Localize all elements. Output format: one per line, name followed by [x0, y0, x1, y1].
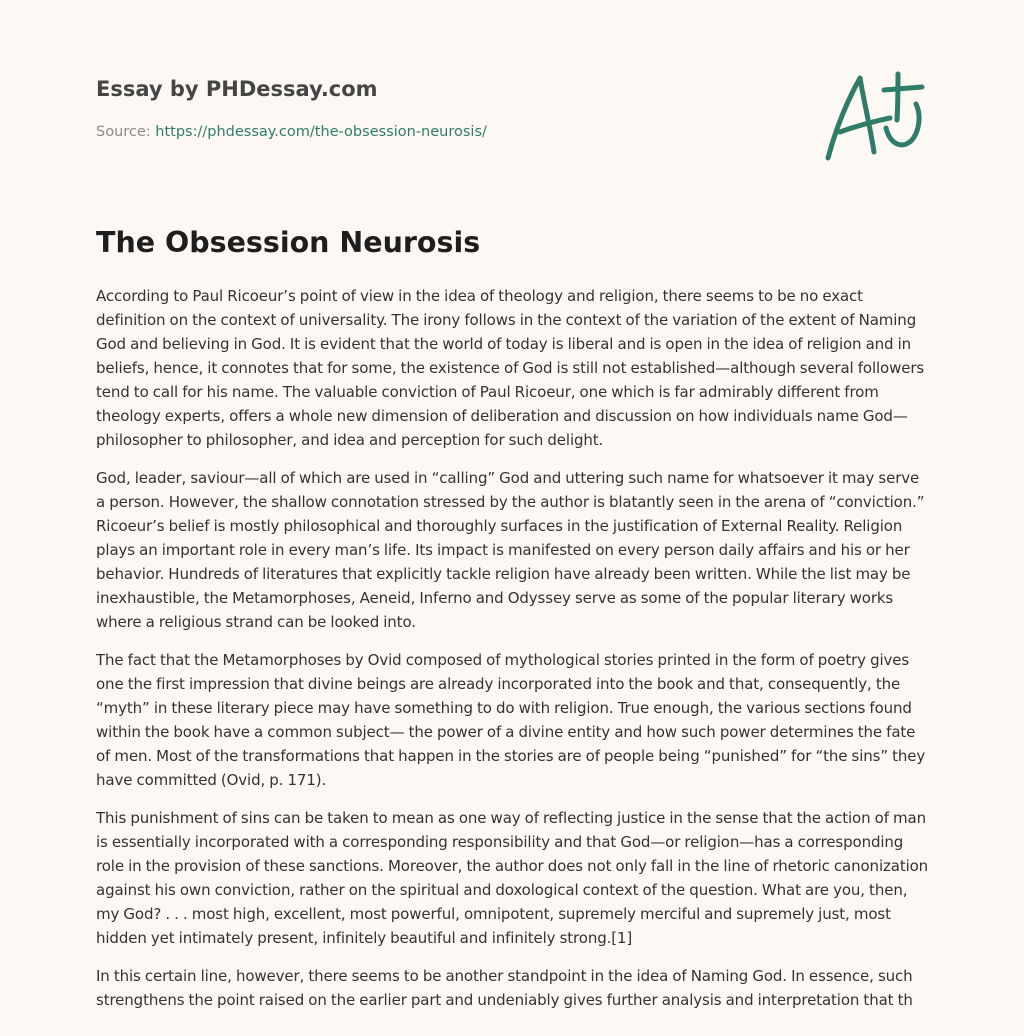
essay-body [96, 284, 930, 1026]
site-title: Essay by PHDessay.com [96, 77, 378, 101]
essay-title: The Obsession Neurosis [96, 226, 481, 259]
source-label: Source: [96, 124, 156, 140]
a-plus-logo-icon [820, 68, 926, 164]
paragraph: According to Paul Ricoeur’s point of view in the idea of theology and religion, there seems to be no exact definition on the context of universality. The irony follows in the context of the variation of the extent of Naming God and believing in God. It is evident that the world of today is liberal and is open in the idea of religion and in beliefs, hence, it connotes that for some, the existence of God is still not established—although several followers tend to call for his name. The valuable conviction of Paul Ricoeur, one which is far admirably different from theology experts, offers a whole new dimension of deliberation and discussion on how individuals name God—philosopher to philosopher, and idea and perception for such delight. [96, 287, 925, 449]
source-line [96, 124, 487, 140]
paragraph: The fact that the Metamorphoses by Ovid composed of mythological stories printed in the form of poetry gives one the first impression that divine beings are already incorporated into the book and that, consequently, the “myth” in these literary piece may have something to do with religion. True enough, the various sections found within the book have a common subject— the power of a divine entity and how such power determines the fate of men. Most of the transformations that happen in the stories are of people being “punished” for “the sins” they have committed (Ovid, p. 171). [96, 651, 926, 789]
paragraph: This punishment of sins can be taken to mean as one way of reflecting justice in the sense that the action of man is essentially incorporated with a corresponding responsibility and that God—or religion—has a corresponding role in the provision of these sanctions. Moreover, the author does not only fall in the line of rhetoric canonization against his own conviction, rather on the spiritual and doxological context of the question. What are you, then, my God? . . . most high, excellent, most powerful, omnipotent, supremely merciful and supremely just, most hidden yet intimately present, infinitely beautiful and infinitely strong.[1] [96, 809, 929, 947]
paragraph: God, leader, saviour—all of which are used in “calling” God and uttering such name for whatsoever it may serve a person. However, the shallow connotation stressed by the author is blatantly seen in the arena of “conviction.” Ricoeur’s belief is mostly philosophical and thoroughly surfaces in the justification of External Reality. Religion plays an important role in every man’s life. Its impact is manifested on every person daily affairs and his or her behavior. Hundreds of literatures that explicitly tackle religion have already been written. While the list may be inexhaustible, the Metamorphoses, Aeneid, Inferno and Odyssey serve as some of the popular literary works where a religious strand can be looked into. [96, 469, 925, 631]
paragraph: In this certain line, however, there seems to be another standpoint in the idea of Naming God. In essence, such strengthens the point raised on the earlier part and undeniably gives further analysis and interpretation that th [96, 967, 913, 1009]
source-link[interactable]: https://phdessay.com/the-obsession-neurosis/ [155, 124, 487, 140]
